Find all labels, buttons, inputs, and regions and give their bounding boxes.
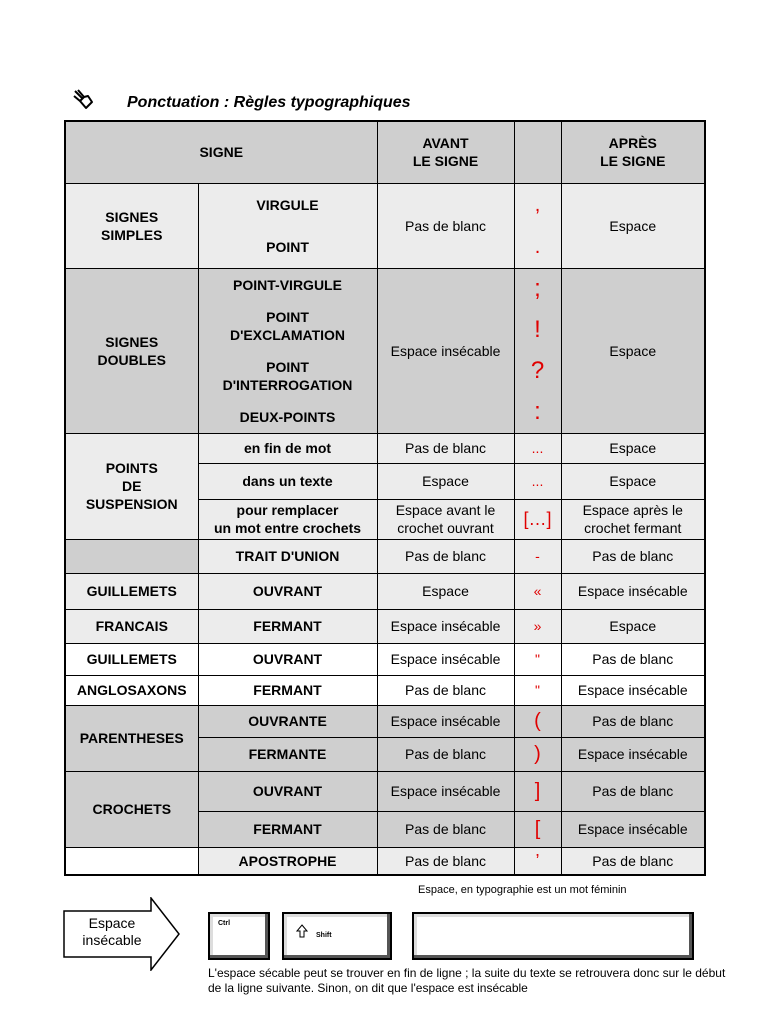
avant-value: Espace xyxy=(377,573,514,609)
group-label: FRANCAIS xyxy=(65,609,198,643)
shift-key-label: Shift xyxy=(316,932,332,939)
symbol-suspension: ... xyxy=(514,463,561,499)
title-row xyxy=(72,88,712,118)
symbol-parenthese-fermante: ) xyxy=(514,737,561,771)
apres-value: Pas de blanc xyxy=(561,771,705,811)
apres-value: Espace insécable xyxy=(561,573,705,609)
sign-name: FERMANT xyxy=(198,675,377,705)
symbol-apostrophe: ’ xyxy=(514,847,561,875)
avant-value: Pas de blanc xyxy=(377,183,514,268)
symbol-crochet-ouvrant: ] xyxy=(514,771,561,811)
sign-name: dans un texte xyxy=(198,463,377,499)
sign-name: OUVRANTE xyxy=(198,705,377,737)
sign-name: APOSTROPHE xyxy=(198,847,377,875)
note-secable: L'espace sécable peut se trouver en fin de ligne ; la suite du texte se retrouvera donc sur le début de la ligne suivante. Sinon, on dit que l'espace est insécable xyxy=(208,966,726,995)
header-signe: SIGNE xyxy=(65,121,377,183)
sign-name: VIRGULE xyxy=(256,196,319,213)
avant-value: Pas de blanc xyxy=(377,811,514,847)
group-doubles xyxy=(65,268,705,433)
apres-value: Pas de blanc xyxy=(561,643,705,675)
avant-value: Pas de blanc xyxy=(377,847,514,875)
apres-value: Espace insécable xyxy=(561,811,705,847)
symbol-parenthese-ouvrante: ( xyxy=(514,705,561,737)
row-parenthese-1 xyxy=(65,705,705,737)
avant-value: Espace insécable xyxy=(377,771,514,811)
sign-name: POINT xyxy=(266,238,309,255)
header-avant: AVANT LE SIGNE xyxy=(377,121,514,183)
shift-key xyxy=(282,912,392,960)
punctuation-table xyxy=(64,120,706,876)
symbol-point: . xyxy=(534,235,541,258)
sign-name: TRAIT D'UNION xyxy=(198,539,377,573)
arrow-label: Espace insécable xyxy=(82,915,142,948)
apres-value: Espace insécable xyxy=(561,675,705,705)
group-simples xyxy=(65,183,705,268)
sign-name: OUVRANT xyxy=(198,771,377,811)
avant-value: Espace insécable xyxy=(377,705,514,737)
row-guill-en-1 xyxy=(65,643,705,675)
sign-name: POINT D'INTERROGATION xyxy=(222,358,353,393)
group-label: GUILLEMETS xyxy=(65,643,198,675)
group-label: POINTS DE SUSPENSION xyxy=(65,433,198,539)
ctrl-key-label: Ctrl xyxy=(218,920,231,927)
apres-value: Espace insécable xyxy=(561,737,705,771)
row-guill-en-2 xyxy=(65,675,705,705)
symbols-cell xyxy=(514,183,561,268)
apres-value: Espace après le crochet fermant xyxy=(561,499,705,539)
symbol-suspension: ... xyxy=(514,433,561,463)
apres-value: Espace xyxy=(561,433,705,463)
row-trait-union xyxy=(65,539,705,573)
pointing-hand-icon xyxy=(72,88,96,112)
apres-value: Pas de blanc xyxy=(561,847,705,875)
symbol-point-virgule: ; xyxy=(534,275,541,302)
symbol-exclamation: ! xyxy=(534,316,541,343)
group-label: ANGLOSAXONS xyxy=(65,675,198,705)
space-bar-key xyxy=(412,912,694,960)
symbol-deux-points: : xyxy=(534,398,541,425)
page-title: Ponctuation : Règles typographiques xyxy=(127,94,411,111)
apres-value: Espace xyxy=(561,463,705,499)
apres-value: Espace xyxy=(561,609,705,643)
sign-names-cell xyxy=(198,268,377,433)
sign-names-cell xyxy=(198,183,377,268)
header-symbol xyxy=(514,121,561,183)
symbol-quote-ouvrant: " xyxy=(514,643,561,675)
symbol-quote-fermant: " xyxy=(514,675,561,705)
avant-value: Espace xyxy=(377,463,514,499)
sign-name: POINT D'EXCLAMATION xyxy=(229,308,346,343)
group-label: CROCHETS xyxy=(65,771,198,847)
row-apostrophe xyxy=(65,847,705,875)
sign-name: en fin de mot xyxy=(198,433,377,463)
sign-name: pour remplacer un mot entre crochets xyxy=(198,499,377,539)
avant-value: Pas de blanc xyxy=(377,539,514,573)
sign-name: OUVRANT xyxy=(198,643,377,675)
avant-value: Pas de blanc xyxy=(377,675,514,705)
sign-name: FERMANTE xyxy=(198,737,377,771)
header-apres: APRÈS LE SIGNE xyxy=(561,121,705,183)
symbol-virgule: , xyxy=(534,193,541,216)
group-label: SIGNES DOUBLES xyxy=(65,268,198,433)
apres-value: Pas de blanc xyxy=(561,705,705,737)
symbol-interrogation: ? xyxy=(530,357,545,384)
group-label: GUILLEMETS xyxy=(65,573,198,609)
note-feminin: Espace, en typographie est un mot féminin xyxy=(418,884,627,896)
group-label xyxy=(65,847,198,875)
symbol-guillemet-fermant: » xyxy=(514,609,561,643)
row-suspension-1 xyxy=(65,433,705,463)
apres-value: Espace xyxy=(561,268,705,433)
avant-value: Espace insécable xyxy=(377,643,514,675)
symbol-guillemet-ouvrant: « xyxy=(514,573,561,609)
apres-value: Pas de blanc xyxy=(561,539,705,573)
avant-value: Espace avant le crochet ouvrant xyxy=(377,499,514,539)
symbols-cell xyxy=(514,268,561,433)
apres-value: Espace xyxy=(561,183,705,268)
group-label: PARENTHESES xyxy=(65,705,198,771)
sign-name: FERMANT xyxy=(198,609,377,643)
avant-value: Espace insécable xyxy=(377,268,514,433)
sign-name: FERMANT xyxy=(198,811,377,847)
ctrl-key xyxy=(208,912,270,960)
symbol-crochets-suspension: […] xyxy=(514,499,561,539)
group-label: SIGNES SIMPLES xyxy=(65,183,198,268)
sign-name: POINT-VIRGULE xyxy=(233,276,342,293)
avant-value: Pas de blanc xyxy=(377,433,514,463)
row-guill-fr-1 xyxy=(65,573,705,609)
symbol-crochet-fermant: [ xyxy=(514,811,561,847)
symbol-trait-union: - xyxy=(514,539,561,573)
avant-value: Pas de blanc xyxy=(377,737,514,771)
table-header-row xyxy=(65,121,705,183)
avant-value: Espace insécable xyxy=(377,609,514,643)
row-crochet-1 xyxy=(65,771,705,811)
row-guill-fr-2 xyxy=(65,609,705,643)
sign-name: OUVRANT xyxy=(198,573,377,609)
sign-name: DEUX-POINTS xyxy=(239,408,336,425)
espace-insecable-arrow xyxy=(63,897,181,971)
group-label xyxy=(65,539,198,573)
shift-arrow-icon xyxy=(296,924,308,938)
